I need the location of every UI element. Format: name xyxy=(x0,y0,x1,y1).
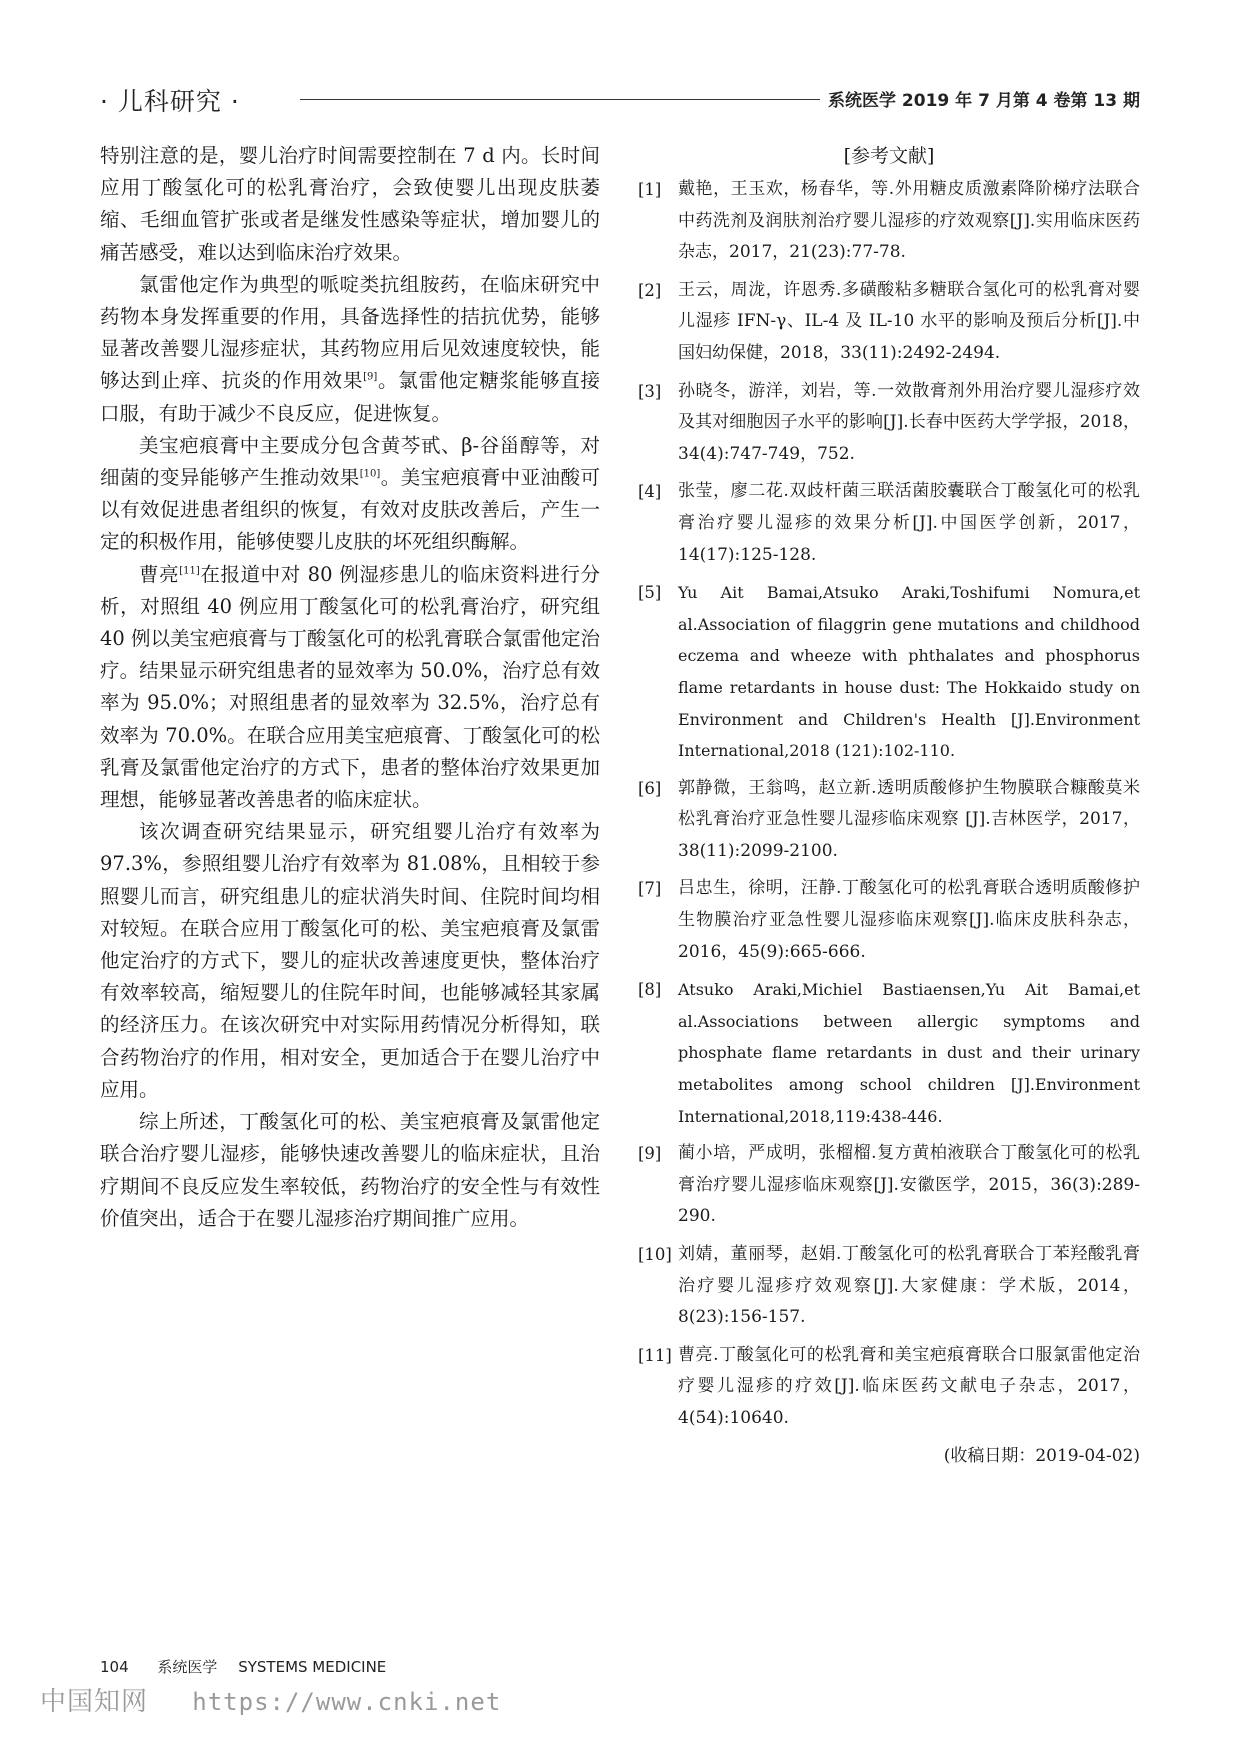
reference-item xyxy=(638,1138,1140,1233)
paragraph: 该次调查研究结果显示，研究组婴儿治疗有效率为 97.3%，参照组婴儿治疗有效率为 81.08%，且相较于参照婴儿而言，研究组患儿的症状消失时间、住院时间均相对较短。在联合应用丁酸氢化可的松、美宝疤痕膏及氯雷他定治疗的方式下，婴儿的症状改善速度更快，整体治疗有效率较高，缩短婴儿的住院年时间，也能够减轻其家属的经济压力。在该次研究中对实际用药情况分析得知，联合药物治疗的作用，相对安全，更加适合于在婴儿治疗中应用。 xyxy=(100,820,600,1101)
reference-text: 张莹，廖二花.双歧杆菌三联活菌胶囊联合丁酸氢化可的松乳膏治疗婴儿湿疹的效果分析[J].中国医学创新，2017，14(17):125-128. xyxy=(678,481,1140,565)
footer-journal-en: SYSTEMS MEDICINE xyxy=(238,1658,387,1676)
watermark-url[interactable]: https://www.cnki.net xyxy=(192,1688,502,1716)
paragraph: 氯雷他定作为典型的哌啶类抗组胺药，在临床研究中药物本身发挥重要的作用，具备选择性的拮抗优势，能够显著改善婴儿湿疹症状，其药物应用后见效速度较快，能够达到止痒、抗炎的作用效果[9]。氯雷他定糖浆能够直接口服，有助于减少不良反应，促进恢复。 xyxy=(100,272,600,425)
reference-item xyxy=(638,577,1140,767)
reference-item xyxy=(638,1340,1140,1435)
reference-number: [11] xyxy=(638,1345,672,1365)
references-heading: [参考文献] xyxy=(843,145,935,167)
reference-item xyxy=(638,974,1140,1132)
reference-text: 刘婧，董丽琴，赵娟.丁酸氢化可的松乳膏联合丁苯羟酸乳膏治疗婴儿湿疹疗效观察[J].大家健康：学术版，2014，8(23):156-157. xyxy=(678,1244,1140,1328)
watermark-name: 中国知网 xyxy=(40,1687,149,1717)
reference-text: 曹亮.丁酸氢化可的松乳膏和美宝疤痕膏联合口服氯雷他定治疗婴儿湿疹的疗效[J].临床医药文献电子杂志，2017，4(54):10640. xyxy=(678,1344,1140,1428)
reference-number: [2] xyxy=(638,280,662,300)
citation: [9] xyxy=(363,371,378,383)
reference-text: 王云，周泷，许恩秀.多磺酸粘多糖联合氢化可的松乳膏对婴儿湿疹 IFN-γ、IL-4 及 IL-10 水平的影响及预后分析[J].中国妇幼保健，2018，33(11):2492-2494. xyxy=(678,279,1140,363)
reference-text: Atsuko Araki,Michiel Bastiaensen,Yu Ait Bamai,et al.Associations between allergic symptoms and phosphate flame retardants in dust and their urinary metabolites among school children [J].Environment International,2018,119:438-446. xyxy=(678,980,1140,1126)
paragraph: 特别注意的是，婴儿治疗时间需要控制在 7 d 内。长时间应用丁酸氢化可的松乳膏治疗，会致使婴儿出现皮肤萎缩、毛细血管扩张或者是继发性感染等症状，增加婴儿的痛苦感受，难以达到临床治疗效果。 xyxy=(100,144,600,264)
reference-item xyxy=(638,275,1140,370)
reference-number: [7] xyxy=(638,879,662,899)
reference-list xyxy=(638,174,1140,1435)
citation: [11] xyxy=(179,565,200,577)
reference-number: [5] xyxy=(638,583,662,603)
reference-number: [8] xyxy=(638,980,662,1000)
reference-item xyxy=(638,1239,1140,1334)
reference-item xyxy=(638,476,1140,571)
page-footer xyxy=(100,1656,386,1677)
reference-number: [9] xyxy=(638,1144,662,1164)
reference-text: Yu Ait Bamai,Atsuko Araki,Toshifumi Nomura,et al.Association of filaggrin gene mutations and childhood eczema and wheeze with phthalates and phosphorus flame retardants in house dust: The Hokkaido study on Environment and Children's Health [J].Environment International,2018 (121):102-110. xyxy=(678,583,1140,761)
reference-number: [6] xyxy=(638,778,662,798)
header-rule xyxy=(300,99,820,100)
paragraph: 综上所述，丁酸氢化可的松、美宝疤痕膏及氯雷他定联合治疗婴儿湿疹，能够快速改善婴儿的临床症状，且治疗期间不良反应发生率较低，药物治疗的安全性与有效性价值突出，适合于在婴儿湿疹治疗期间推广应用。 xyxy=(100,1110,600,1230)
reference-number: [3] xyxy=(638,381,662,401)
reference-number: [1] xyxy=(638,180,662,199)
reference-item xyxy=(638,773,1140,868)
body-text-column xyxy=(100,140,600,1235)
reference-text: 孙晓冬，游洋，刘岩，等.一效散膏剂外用治疗婴儿湿疹疗效及其对细胞因子水平的影响[J].长春中医药大学学报，2018，34(4):747-749，752. xyxy=(678,380,1140,464)
reference-text: 郭静微，王翁鸣，赵立新.透明质酸修护生物膜联合糠酸莫米松乳膏治疗亚急性婴儿湿疹临床观察 [J].吉林医学，2017，38(11):2099-2100. xyxy=(678,777,1140,861)
references-column xyxy=(638,140,1140,1471)
running-header xyxy=(100,82,1140,122)
reference-text: 戴艳，王玉欢，杨春华，等.外用糖皮质激素降阶梯疗法联合中药洗剂及润肤剂治疗婴儿湿疹的疗效观察[J].实用临床医药杂志，2017，21(23):77-78. xyxy=(678,179,1140,263)
reference-text: 蔺小培，严成明，张榴榴.复方黄柏液联合丁酸氢化可的松乳膏治疗婴儿湿疹临床观察[J].安徽医学，2015，36(3):289-290. xyxy=(678,1143,1140,1227)
citation: [10] xyxy=(359,468,381,480)
reference-item xyxy=(638,174,1140,269)
reference-number: [10] xyxy=(638,1245,672,1264)
page-number: 104 xyxy=(100,1658,129,1676)
section-title: · 儿科研究 · xyxy=(100,87,240,116)
paragraph: 曹亮[11]在报道中对 80 例湿疹患儿的临床资料进行分析，对照组 40 例应用丁酸氢化可的松乳膏治疗，研究组 40 例以美宝疤痕膏与丁酸氢化可的松乳膏联合氯雷他定治疗。结果显示研究组患者的显效率为 50.0%，治疗总有效率为 95.0%；对照组患者的显效率为 32.5%，治疗总有效率为 70.0%。在联合应用美宝疤痕膏、丁酸氢化可的松乳膏及氯雷他定治疗的方式下，患者的整体治疗效果更加理想，能够显著改善患者的临床症状。 xyxy=(100,562,600,812)
received-date: (收稿日期：2019-04-02) xyxy=(943,1445,1140,1466)
footer-journal-cn: 系统医学 xyxy=(157,1658,218,1676)
reference-number: [4] xyxy=(638,482,662,502)
paragraph: 美宝疤痕膏中主要成分包含黄芩甙、β-谷甾醇等，对细菌的变异能够产生推动效果[10]。美宝疤痕膏中亚油酸可以有效促进患者组织的恢复，有效对皮肤改善后，产生一定的积极作用，能够使婴儿皮肤的坏死组织酶解。 xyxy=(100,433,600,554)
cnki-watermark xyxy=(40,1681,501,1718)
reference-text: 吕忠生，徐明，汪静.丁酸氢化可的松乳膏联合透明质酸修护生物膜治疗亚急性婴儿湿疹临床观察[J].临床皮肤科杂志，2016，45(9):665-666. xyxy=(678,878,1140,962)
reference-item xyxy=(638,873,1140,968)
reference-item xyxy=(638,376,1140,471)
journal-issue: 系统医学 2019 年 7 月第 4 卷第 13 期 xyxy=(828,91,1140,111)
